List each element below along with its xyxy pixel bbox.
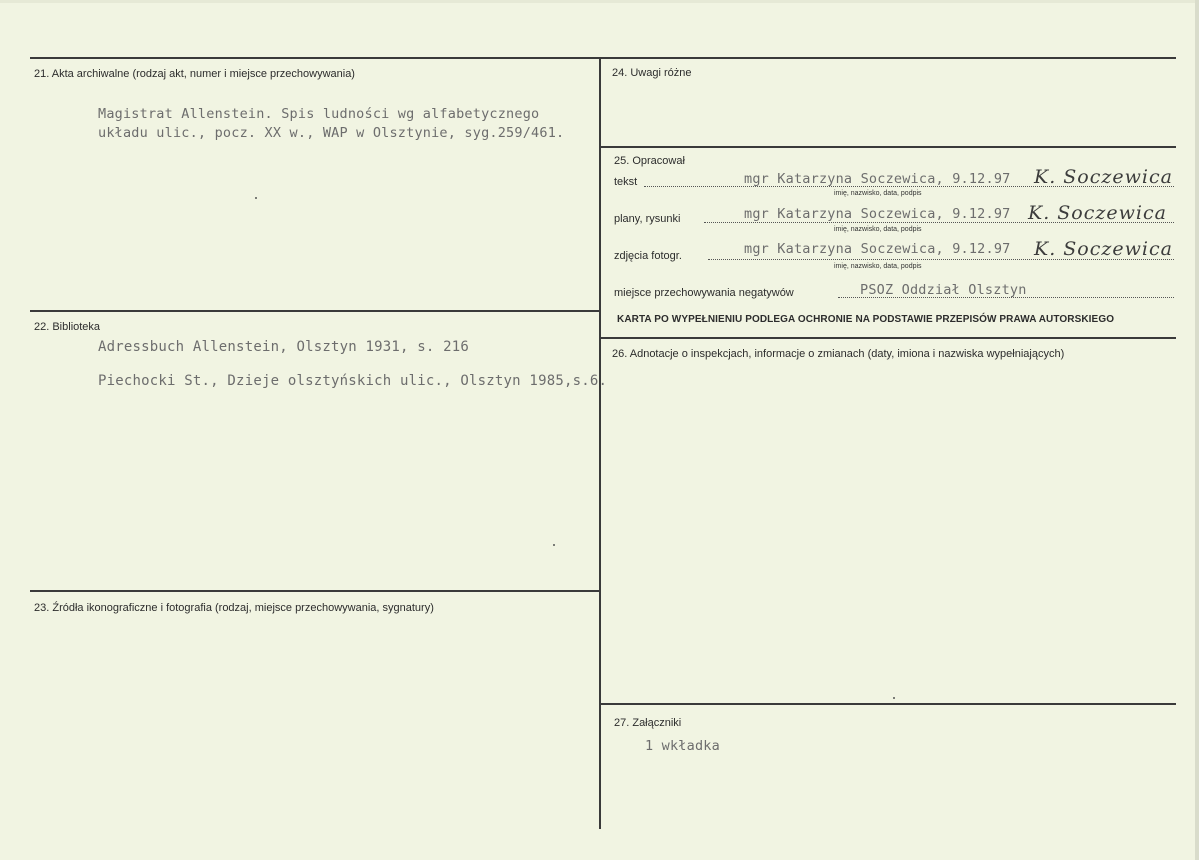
rule-top	[30, 57, 1176, 59]
rule-right-3	[600, 703, 1176, 705]
copyright-notice: KARTA PO WYPEŁNIENIU PODLEGA OCHRONIE NA PODSTAWIE PRZEPISÓW PRAWA AUTORSKIEGO	[617, 314, 1115, 325]
attachments-value: 1 wkładka	[645, 738, 720, 754]
author-photos-value: mgr Katarzyna Soczewica, 9.12.97	[744, 241, 1011, 257]
author-text-value: mgr Katarzyna Soczewica, 9.12.97	[744, 171, 1011, 187]
negatives-label: miejsce przechowywania negatywów	[614, 287, 794, 299]
section-23-title: 23. Źródła ikonograficzne i fotografia (rodzaj, miejsce przechowywania, sygnatury)	[34, 602, 434, 614]
paper-speck	[255, 197, 257, 199]
author-photos-caption: imię, nazwisko, data, podpis	[834, 263, 922, 270]
author-photos-label: zdjęcia fotogr.	[614, 250, 682, 262]
card-right-edge	[1195, 0, 1199, 860]
author-text-label: tekst	[614, 176, 638, 188]
rule-left-2	[30, 590, 600, 592]
rule-right-1	[600, 146, 1176, 148]
author-plans-value: mgr Katarzyna Soczewica, 9.12.97	[744, 206, 1011, 222]
library-line-1: Adressbuch Allenstein, Olsztyn 1931, s. 216	[98, 339, 470, 355]
author-plans-signature: K. Soczewica	[1028, 202, 1167, 224]
author-text-caption: imię, nazwisko, data, podpis	[834, 190, 922, 197]
author-photos-signature: K. Soczewica	[1034, 238, 1173, 260]
section-24-title: 24. Uwagi różne	[612, 67, 692, 79]
paper-speck	[893, 697, 895, 699]
section-25-title: 25. Opracował	[614, 155, 685, 167]
archival-records-line-2: układu ulic., pocz. XX w., WAP w Olsztynie, syg.259/461.	[98, 125, 565, 141]
section-22-title: 22. Biblioteka	[34, 321, 101, 333]
author-plans-caption: imię, nazwisko, data, podpis	[834, 226, 922, 233]
section-26-title: 26. Adnotacje o inspekcjach, informacje o zmianach (daty, imiona i nazwiska wypełniających)	[612, 348, 1065, 360]
section-21-title: 21. Akta archiwalne (rodzaj akt, numer i miejsce przechowywania)	[34, 68, 355, 80]
negatives-value: PSOZ Oddział Olsztyn	[860, 282, 1027, 298]
section-27-title: 27. Załączniki	[614, 717, 682, 729]
card-top-edge	[0, 0, 1199, 3]
library-line-2: Piechocki St., Dzieje olsztyńskich ulic., Olsztyn 1985,s.6.	[98, 373, 608, 389]
rule-right-2	[600, 337, 1176, 339]
rule-center	[599, 57, 601, 829]
author-text-signature: K. Soczewica	[1034, 166, 1173, 188]
archival-records-line-1: Magistrat Allenstein. Spis ludności wg alfabetycznego	[98, 106, 540, 122]
rule-left-1	[30, 310, 600, 312]
paper-speck	[553, 544, 555, 546]
author-plans-label: plany, rysunki	[614, 213, 681, 225]
